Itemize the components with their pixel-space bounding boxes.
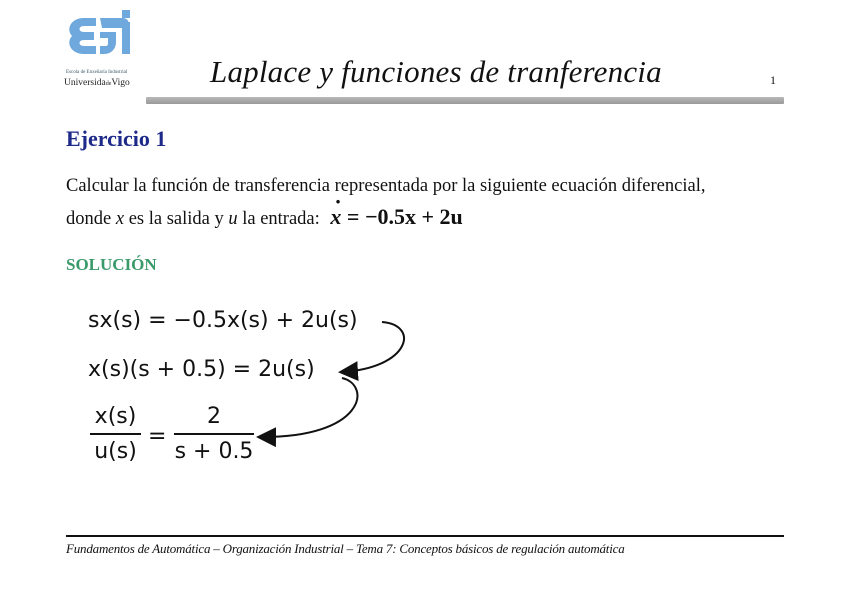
equals-sign: = [148, 424, 167, 449]
problem-statement-line2: donde x es la salida y u la entrada: · x = −0.5x + 2u [66, 204, 463, 230]
exercise-title: Ejercicio 1 [66, 126, 167, 151]
arrow-eq2-to-fraction [260, 378, 357, 437]
page-number: 1 [770, 73, 776, 87]
factored-equation: x(s)(s + 0.5) = 2u(s) [88, 357, 315, 382]
logo-university-text: UniversidadeVigo [64, 78, 130, 88]
logo-school-text: Escola de Enxeñaría Industrial [66, 70, 128, 75]
laplace-equation: sx(s) = −0.5x(s) + 2u(s) [88, 308, 358, 333]
slide-title: Laplace y funciones de tranferencia [210, 54, 662, 89]
transfer-function-lhs: x(s) u(s) [88, 404, 143, 464]
differential-equation: · x = −0.5x + 2u [330, 204, 462, 229]
footer-text: Fundamentos de Automática – Organización Industrial – Tema 7: Conceptos básicos de regulación automática [66, 541, 625, 556]
footer-divider [66, 535, 784, 537]
problem-statement-line1: Calcular la función de transferencia representada por la siguiente ecuación diferencial, [66, 176, 706, 196]
arrow-eq1-to-eq2 [342, 322, 404, 372]
solution-label: SOLUCIÓN [66, 255, 157, 274]
transfer-function-rhs: 2 s + 0.5 [174, 404, 254, 464]
